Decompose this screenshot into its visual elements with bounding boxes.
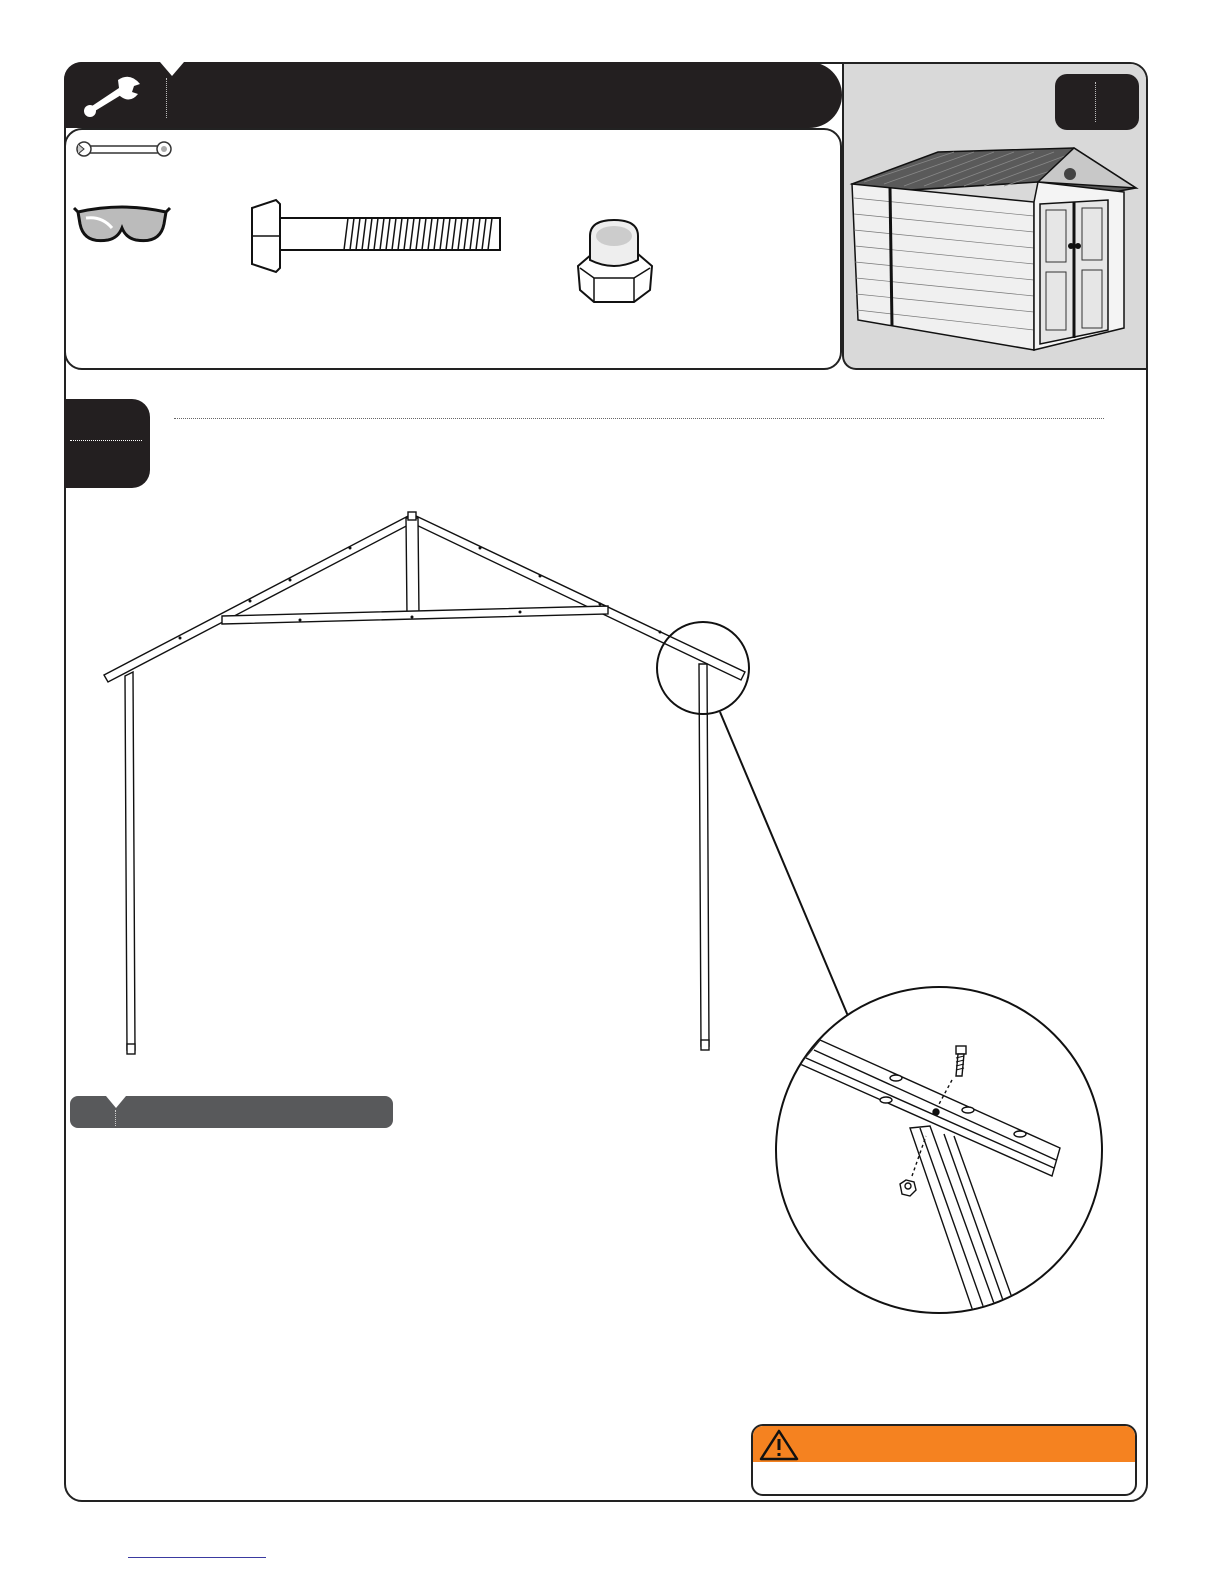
note-notch — [106, 1096, 126, 1108]
note-divider — [115, 1110, 116, 1126]
right-rafter — [410, 515, 745, 680]
detail-leader-line — [720, 712, 848, 1016]
left-wall-post — [125, 672, 135, 1054]
warning-header — [753, 1426, 1135, 1462]
warning-triangle-icon — [759, 1429, 799, 1461]
detail-zoom-view — [776, 987, 1102, 1320]
note-bar — [70, 1096, 393, 1128]
ridge-post — [406, 512, 419, 616]
right-wall-post — [699, 664, 709, 1050]
warning-box — [751, 1424, 1137, 1496]
footer-link[interactable] — [128, 1557, 266, 1558]
left-rafter — [104, 515, 414, 682]
